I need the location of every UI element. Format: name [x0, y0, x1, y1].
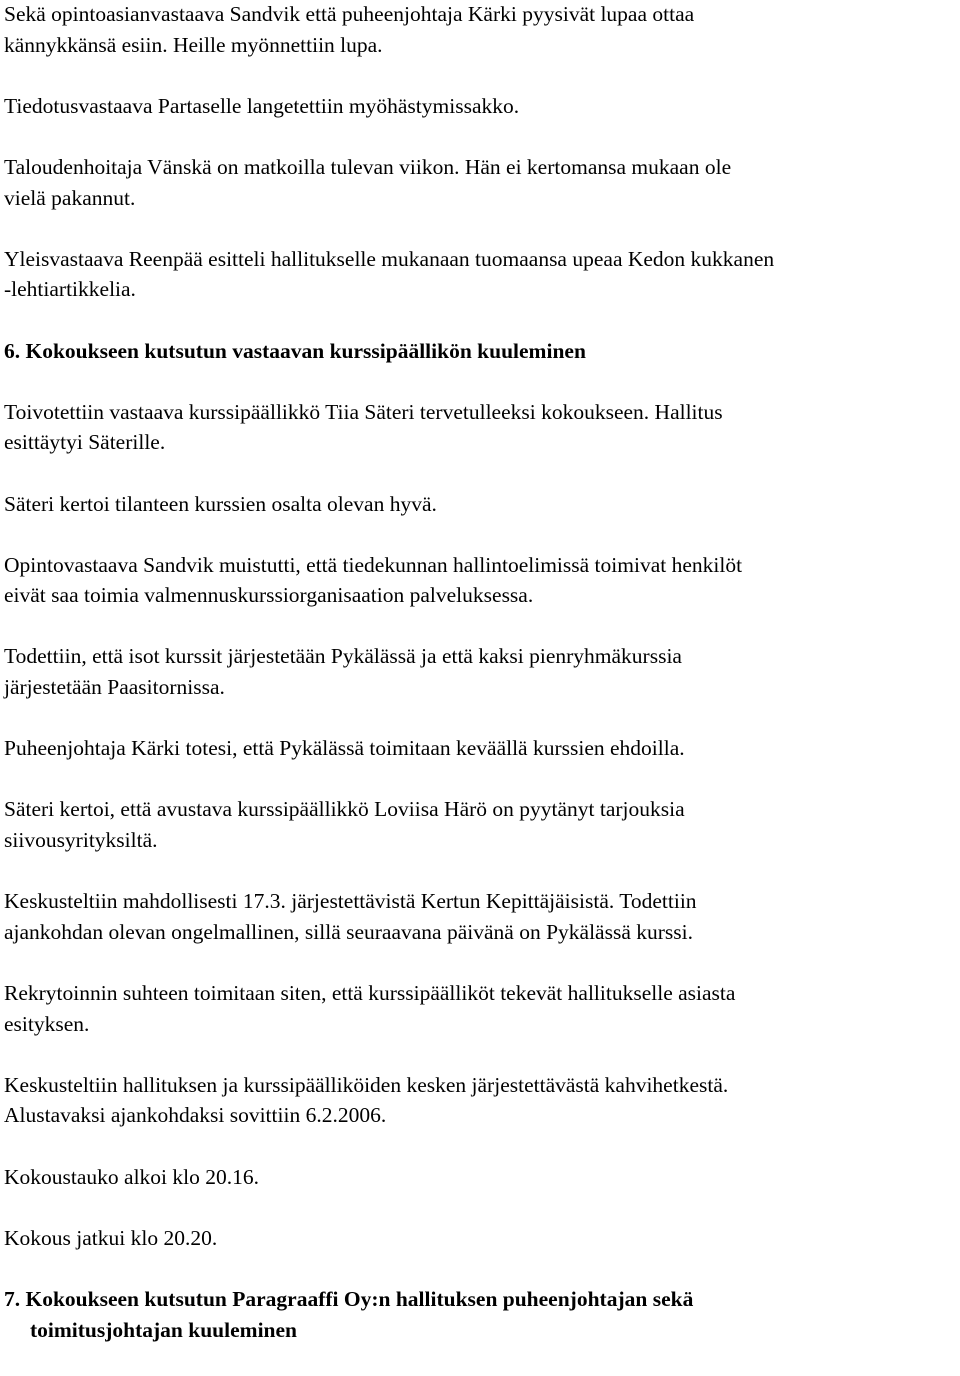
- section-6-heading: [4, 336, 956, 367]
- para-article: [4, 244, 956, 305]
- text-line: Todettiin, että isot kurssit järjestetään Pykälässä ja että kaksi pienryhmäkurssia: [4, 644, 682, 669]
- text-line: Säteri kertoi, että avustava kurssipäällikkö Loviisa Härö on pyytänyt tarjouksia: [4, 797, 685, 822]
- text-line: siivousyrityksiltä.: [4, 828, 158, 853]
- text-line: Kokous jatkui klo 20.20.: [4, 1225, 218, 1250]
- text-line: -lehtiartikkelia.: [4, 277, 136, 302]
- document-page: [4, 0, 956, 1376]
- text-line: Toivotettiin vastaava kurssipäällikkö Tiia Säteri tervetulleeksi kokoukseen. Hallitus: [4, 399, 723, 424]
- para-break-end: [4, 1223, 956, 1254]
- text-line: Sekä opintoasianvastaava Sandvik että puheenjohtaja Kärki pyysivät lupaa ottaa: [4, 2, 695, 26]
- text-line: Puheenjohtaja Kärki totesi, että Pykälässä toimitaan keväällä kurssien ehdoilla.: [4, 736, 685, 761]
- text-line: esittäytyi Säterille.: [4, 430, 166, 455]
- text-line: Säteri kertoi tilanteen kurssien osalta olevan hyvä.: [4, 491, 437, 516]
- text-line: Kokoustauko alkoi klo 20.16.: [4, 1164, 259, 1189]
- para-reminder: [4, 550, 956, 611]
- para-recruitment: [4, 978, 956, 1039]
- text-line: vielä pakannut.: [4, 185, 136, 210]
- para-coffee-evening: [4, 1070, 956, 1131]
- text-line: eivät saa toimia valmennuskurssiorganisaation palveluksessa.: [4, 583, 534, 608]
- para-party-date: [4, 886, 956, 947]
- section-7-heading: [4, 1284, 956, 1345]
- para-break-start: [4, 1162, 956, 1193]
- para-locations: [4, 641, 956, 702]
- para-late-penalty: [4, 91, 956, 122]
- text-line: Yleisvastaava Reenpää esitteli hallitukselle mukanaan tuomaansa upeaa Kedon kukkanen: [4, 246, 775, 271]
- para-situation: [4, 489, 956, 520]
- para-spring-terms: [4, 733, 956, 764]
- para-cleaning-offers: [4, 794, 956, 855]
- text-line: Keskusteltiin mahdollisesti 17.3. järjestettävistä Kertun Kepittäjäisistä. Todettiin: [4, 889, 697, 914]
- heading-line: 6. Kokoukseen kutsutun vastaavan kurssipäällikön kuuleminen: [4, 338, 586, 363]
- heading-line: 7. Kokoukseen kutsutun Paragraaffi Oy:n hallituksen puheenjohtajan sekä: [4, 1286, 694, 1311]
- text-line: Rekrytoinnin suhteen toimitaan siten, että kurssipäälliköt tekevät hallitukselle asiasta: [4, 981, 736, 1005]
- text-line: Opintovastaava Sandvik muistutti, että tiedekunnan hallintoelimissä toimivat henkilöt: [4, 552, 743, 577]
- text-line: Tiedotusvastaava Partaselle langetettiin myöhästymissakko.: [4, 93, 520, 118]
- text-line: Alustavaksi ajankohdaksi sovittiin 6.2.2006.: [4, 1103, 387, 1128]
- text-line: järjestetään Paasitornissa.: [4, 675, 225, 700]
- heading-line: toimitusjohtajan kuuleminen: [30, 1317, 297, 1342]
- text-line: Taloudenhoitaja Vänskä on matkoilla tulevan viikon. Hän ei kertomansa mukaan ole: [4, 154, 732, 179]
- text-line: esityksen.: [4, 1011, 90, 1036]
- text-line: Keskusteltiin hallituksen ja kurssipäälliköiden kesken järjestettävästä kahvihetkestä.: [4, 1072, 729, 1097]
- text-line: ajankohdan olevan ongelmallinen, sillä seuraavana päivänä on Pykälässä kurssi.: [4, 919, 693, 944]
- para-welcome: [4, 397, 956, 458]
- para-phones: [4, 0, 956, 60]
- para-treasurer-trip: [4, 152, 956, 213]
- text-line: kännykkänsä esiin. Heille myönnettiin lupa.: [4, 32, 383, 57]
